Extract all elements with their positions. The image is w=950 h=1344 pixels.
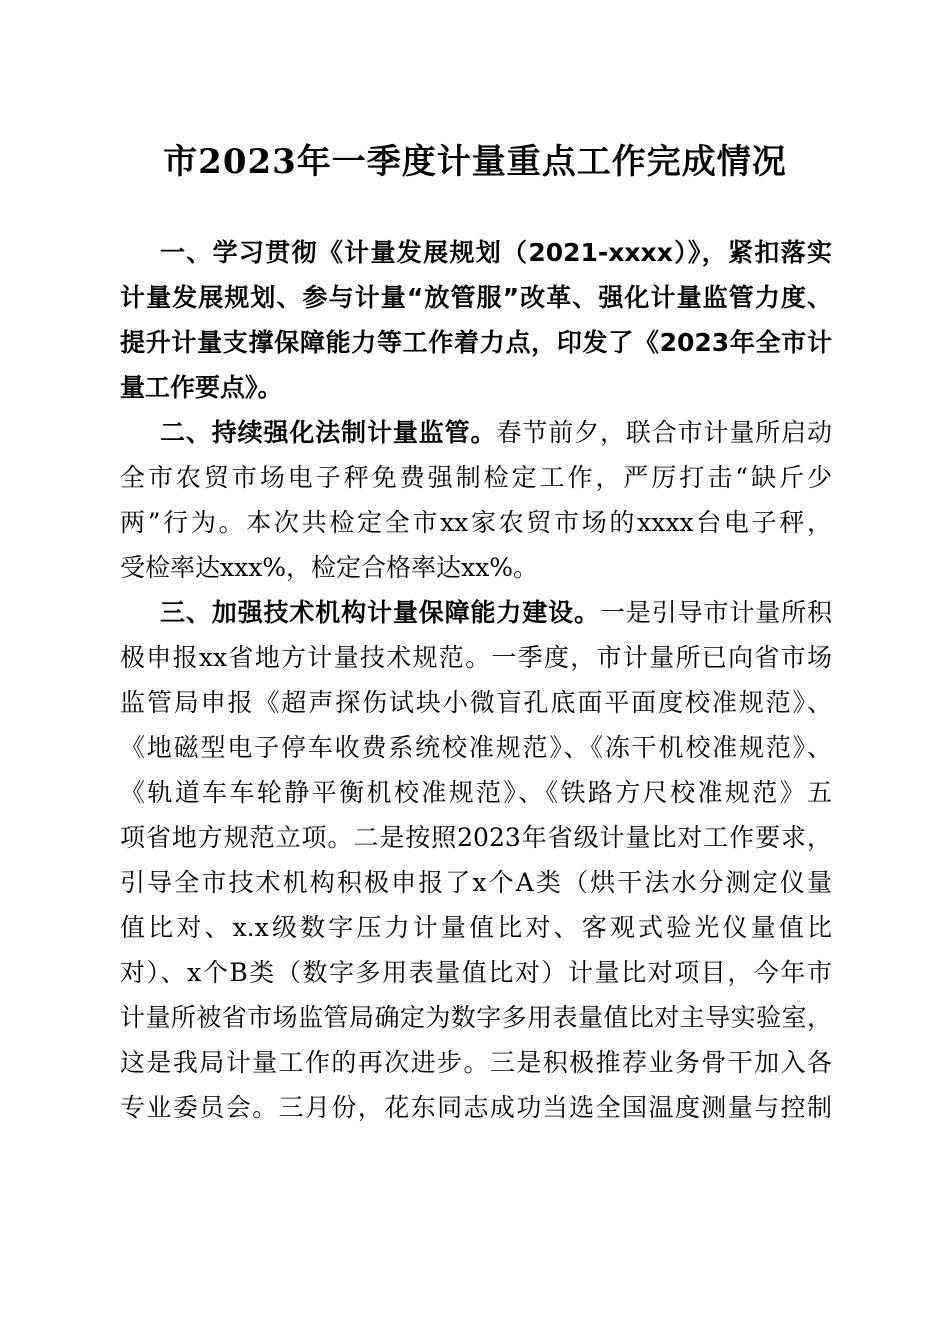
paragraph-line: 量工作要点》。 (120, 373, 283, 402)
document-title: 市2023年一季度计量重点工作完成情况 (163, 142, 787, 182)
paragraph-line: 专业委员会。三月份，花东同志成功当选全国温度测量与控制 (120, 1093, 832, 1122)
paragraph-line: 对）、x个B类（数字多用表量值比对）计量比对项目，今年市 (120, 958, 832, 987)
paragraph-text: 春节前夕，联合市计量所启动 (496, 418, 832, 447)
paragraph-text: 一是引导市计量所积 (599, 598, 832, 627)
paragraph-line: 《地磁型电子停车收费系统校准规范》、《冻干机校准规范》、 (120, 733, 832, 762)
paragraph-line: 提升计量支撑保障能力等工作着力点，印发了《2023年全市计 (120, 328, 832, 357)
paragraph-line: 值比对、x.x级数字压力计量值比对、客观式验光仪量值比 (120, 913, 832, 942)
paragraph-line: 《轨道车车轮静平衡机校准规范》、《铁路方尺校准规范》五 (120, 778, 832, 807)
paragraph-line: 计量发展规划、参与计量“放管服”改革、强化计量监管力度、 (120, 283, 832, 312)
paragraph-line: 两”行为。本次共检定全市xx家农贸市场的xxxx台电子秤， (120, 508, 832, 537)
paragraph-line: 受检率达xxx%，检定合格率达xx%。 (120, 553, 539, 582)
paragraph-3 (120, 590, 832, 1130)
paragraph-line: 全市农贸市场电子秤免费强制检定工作，严厉打击“缺斤少 (120, 463, 832, 492)
paragraph-line: 一、学习贯彻《计量发展规划（2021-xxxx）》，紧扣落实 (160, 238, 832, 267)
paragraph-line: 这是我局计量工作的再次进步。三是积极推荐业务骨干加入各 (120, 1048, 832, 1077)
paragraph-line: 极申报xx省地方计量技术规范。一季度，市计量所已向省市场 (120, 643, 832, 672)
paragraph-line (120, 590, 832, 635)
paragraph-line: 监管局申报《超声探伤试块小微盲孔底面平面度校准规范》、 (120, 688, 832, 717)
section-heading: 二、持续强化法制计量监管。 (160, 418, 497, 447)
paragraph-line: 引导全市技术机构积极申报了x个A类（烘干法水分测定仪量 (120, 868, 832, 897)
paragraph-line: 计量所被省市场监管局确定为数字多用表量值比对主导实验室， (120, 1003, 832, 1032)
paragraph-1 (120, 230, 832, 410)
paragraph-2 (120, 410, 832, 590)
paragraph-line (120, 410, 832, 455)
paragraph-line: 项省地方规范立项。二是按照2023年省级计量比对工作要求， (120, 823, 832, 852)
section-heading: 三、加强技术机构计量保障能力建设。 (160, 598, 600, 627)
